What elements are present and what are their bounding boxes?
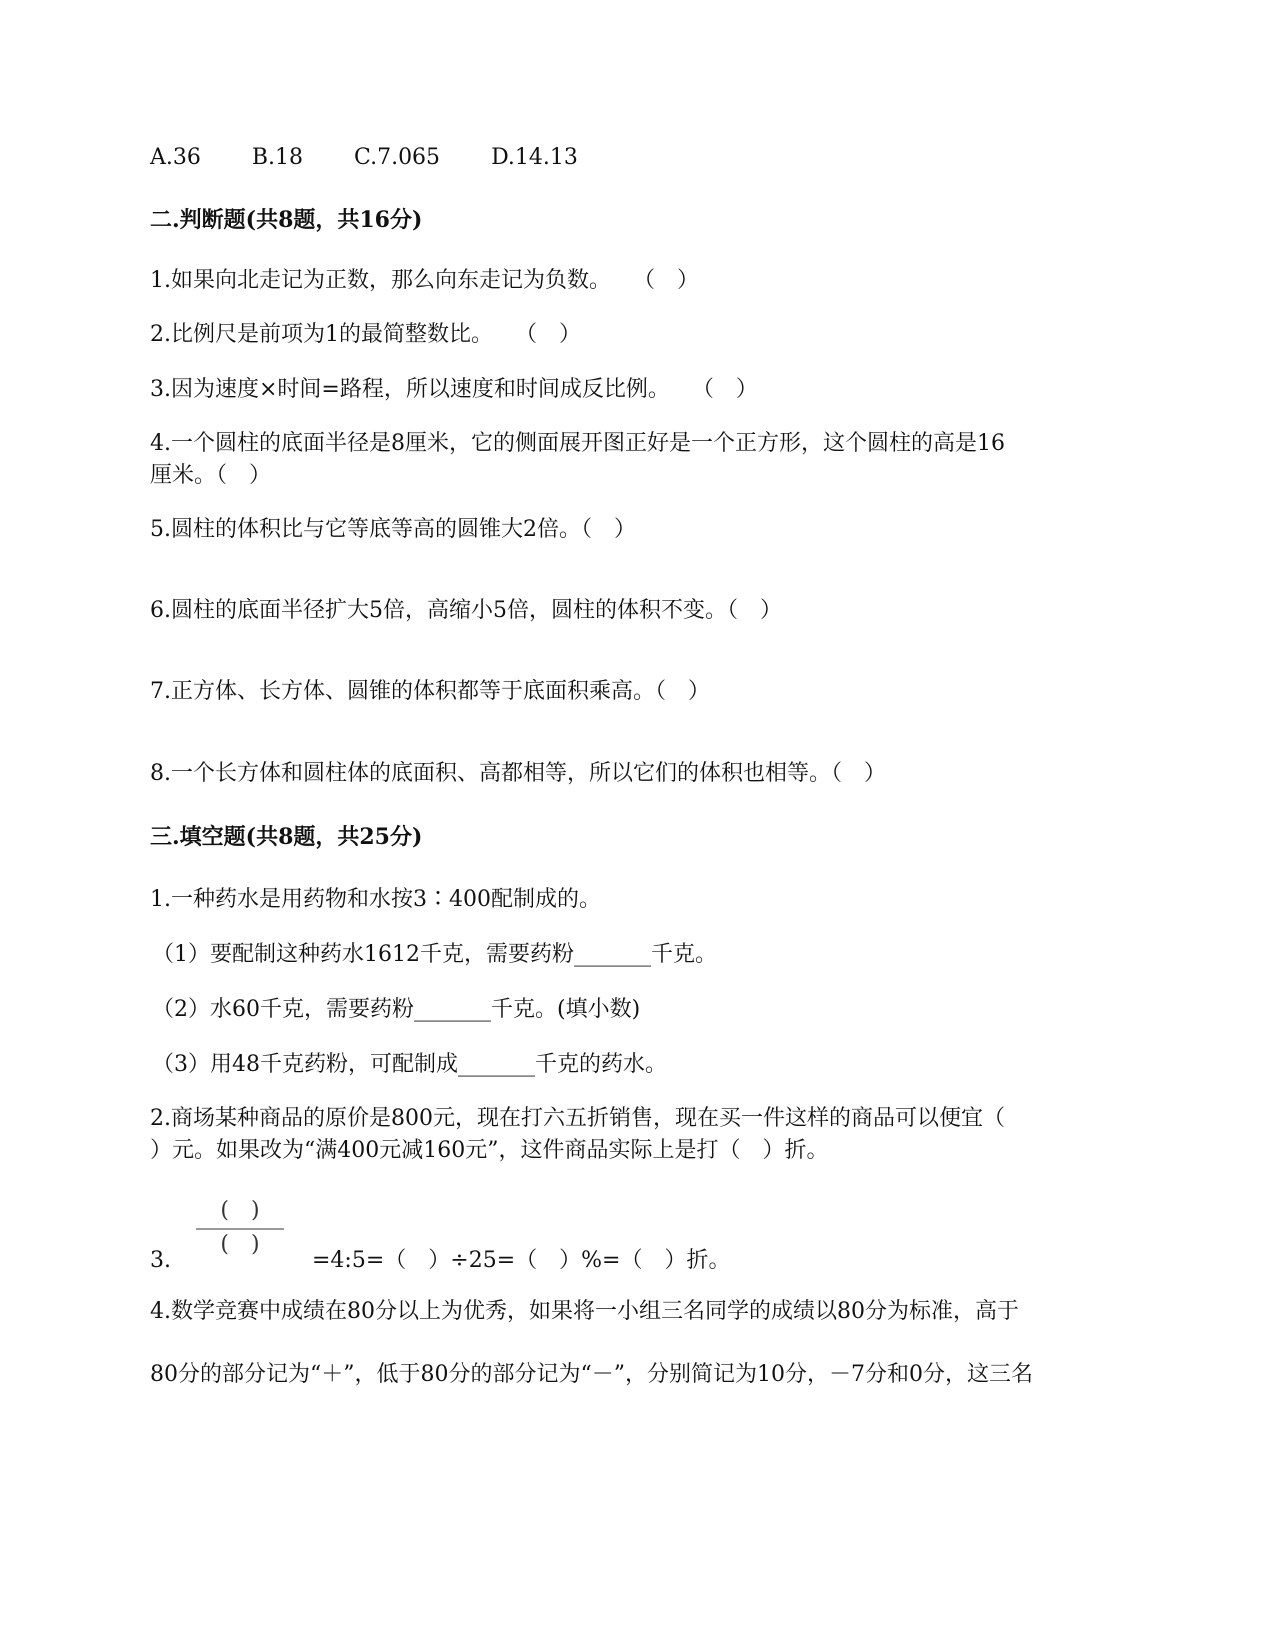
fill-question-4-line2: 80分的部分记为“＋”，低于80分的部分记为“－”，分别简记为10分，－7分和0分，这三名	[150, 1362, 1033, 1387]
fill-question-2-line1: 2.商场某种商品的原价是800元，现在打六五折销售，现在买一件这样的商品可以便宜（	[150, 1106, 1005, 1131]
fill-question-1-sub-2: （2）水60千克，需要药粉_______千克。(填小数)	[152, 997, 641, 1022]
answer-options-row	[150, 143, 578, 173]
judgment-question-7: 7.正方体、长方体、圆锥的体积都等于底面积乘高。（ ）	[150, 679, 710, 704]
fill-question-1-sub-3: （3）用48千克药粉，可配制成_______千克的药水。	[152, 1052, 667, 1077]
judgment-question-4-line1: 4.一个圆柱的底面半径是8厘米，它的侧面展开图正好是一个正方形，这个圆柱的高是16	[150, 431, 1005, 456]
fill-question-1: 1.一种药水是用药物和水按3∶400配制成的。	[150, 887, 601, 912]
fraction-denominator: ( )	[220, 1232, 260, 1257]
judgment-question-4-line2: 厘米。（ ）	[150, 463, 272, 488]
judgment-question-3: 3.因为速度×时间=路程，所以速度和时间成反比例。 （ ）	[150, 377, 758, 402]
option-c: C.7.065	[354, 145, 441, 170]
section-heading-judgment: 二.判断题(共8题，共16分)	[150, 207, 423, 233]
fill-question-1-sub-1: （1）要配制这种药水1612千克，需要药粉_______千克。	[152, 942, 717, 967]
fill-question-2-line2: ）元。如果改为“满400元减160元”，这件商品实际上是打（ ）折。	[150, 1138, 829, 1163]
judgment-question-1: 1.如果向北走记为正数，那么向东走记为负数。 （ ）	[150, 268, 699, 293]
judgment-question-5: 5.圆柱的体积比与它等底等高的圆锥大2倍。（ ）	[150, 517, 636, 542]
fraction-blank	[196, 1198, 284, 1266]
judgment-question-2: 2.比例尺是前项为1的最简整数比。 （ ）	[150, 322, 581, 347]
option-b: B.18	[251, 145, 304, 170]
option-a: A.36	[150, 145, 201, 170]
section-heading-fill-blank: 三.填空题(共8题，共25分)	[150, 824, 423, 850]
fraction-bar	[196, 1228, 284, 1230]
fill-question-3-rest: =4:5=（ ）÷25=（ ）%=（ ）折。	[312, 1248, 731, 1273]
fraction-numerator: ( )	[220, 1198, 260, 1223]
judgment-question-8: 8.一个长方体和圆柱体的底面积、高都相等，所以它们的体积也相等。（ ）	[150, 761, 886, 786]
option-d: D.14.13	[491, 145, 578, 170]
fill-question-4-line1: 4.数学竞赛中成绩在80分以上为优秀，如果将一小组三名同学的成绩以80分为标准，高于	[150, 1299, 1019, 1324]
fill-question-3-number: 3.	[150, 1248, 171, 1273]
judgment-question-6: 6.圆柱的底面半径扩大5倍，高缩小5倍，圆柱的体积不变。（ ）	[150, 598, 782, 623]
